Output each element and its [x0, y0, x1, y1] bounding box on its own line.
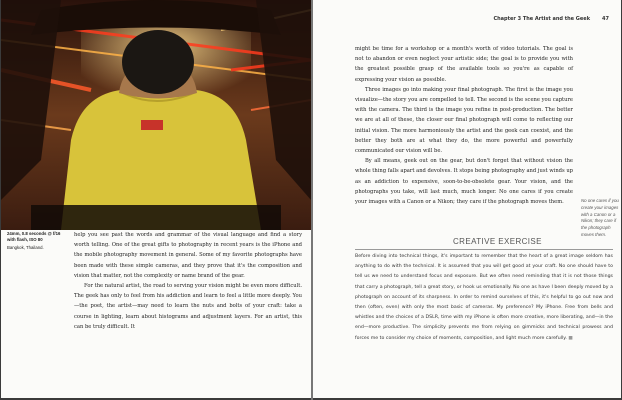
- running-head: [493, 16, 609, 22]
- page-number: 47: [602, 16, 609, 22]
- right-paragraph-3: By all means, geek out on the gear, but don't forget that without vision the whole thing falls apart and devolves. It stops being photography and just winds up as an addiction to expensive, soon-to-be-obsolete gear. Your vision, and the photographs you take, will last much, much longer. No one cares if you create your images with a Canon or a Nikon; they care if the photograph moves them.: [355, 158, 573, 206]
- right-page: [313, 0, 621, 398]
- right-paragraph-1: might be time for a workshop or a month's worth of video tutorials. The goal is not to abandon or even neglect your artistic side; the goal is to provide you with the greatest possible grasp of the available tools so you're as capable of expressing your vision as possible.: [355, 46, 573, 83]
- left-paragraph-2: For the natural artist, the road to serving your vision might be even more difficult. The geek has only to feel from his addiction and learn to feel a little more deeply. You—the poet, the artist—may need to learn the nuts and bolts of your craft: take a course in lighting, learn about histograms and adjustment layers. For an artist, this can be truly difficult. It: [74, 283, 302, 330]
- left-body-text: [74, 230, 302, 332]
- photo-caption: [7, 231, 65, 251]
- chapter-title: Chapter 3 The Artist and the Geek: [493, 16, 591, 22]
- right-paragraph-2: Three images go into making your final photograph. The first is the image you visualize—the story you are compelled to tell. The second is the scene you capture with the camera. The third is the image you refine in post-production. The better we are at all of these, the closer our final photograph will come to reflecting our initial vision. The more harmoniously the artist and the geek can coexist, and the better they both are at what they do, the more powerful and powerfully communicated our vision will be.: [355, 86, 573, 155]
- heading-rule: [355, 249, 613, 250]
- end-mark-icon: ■: [568, 335, 573, 341]
- tuk-tuk-photo: [1, 0, 311, 230]
- left-paragraph-1: help you see past the words and grammar of the visual language and find a story worth telling. One of the great gifts to photography in recent years is the iPhone and the mobile photography movement in general. Some of my favorite photographs have been made with these simple cameras, and they prove that it's the composition and vision that matter, not the complexity or name brand of the gear.: [74, 232, 302, 279]
- caption-location: Bangkok, Thailand.: [7, 245, 44, 250]
- exercise-text: [355, 252, 613, 344]
- right-body-text: [355, 44, 573, 207]
- exercise-heading: CREATIVE EXERCISE: [453, 237, 542, 246]
- pull-quote: No one cares if you create your images with a Canon or a Nikon; they care if the photograph moves them.: [581, 198, 619, 237]
- left-page: [1, 0, 311, 398]
- photo-illustration: [1, 0, 311, 230]
- exercise-body: Before diving into technical things, it's important to remember that the heart of a great image seldom has anything to do with the technical. It is assumed that you will get good at your craft. No one should have to tell us we need to understand focus and exposure. But we often need reminding that it is not those things that carry a photograph, tell a great story, or hook us emotionally. No one as have I been deeply moved by a photograph on account of its sharpness. In order to remind ourselves of this, it's helpful to go out now and then (often, even) with only the most basic of cameras. My preference? My iPhone. Free from bells and whistles and the choices of a DSLR, time with my iPhone is often more creative, more liberating, and—in the end—more productive. The simplicity prevents me from relying on gimmicks and technical prowess and forces me to consider my choice of moments, composition, and light much more carefully.: [355, 254, 613, 341]
- caption-camera-settings: 24mm, 0.8 seconds @ f/16 with flash, ISO 80: [7, 231, 61, 242]
